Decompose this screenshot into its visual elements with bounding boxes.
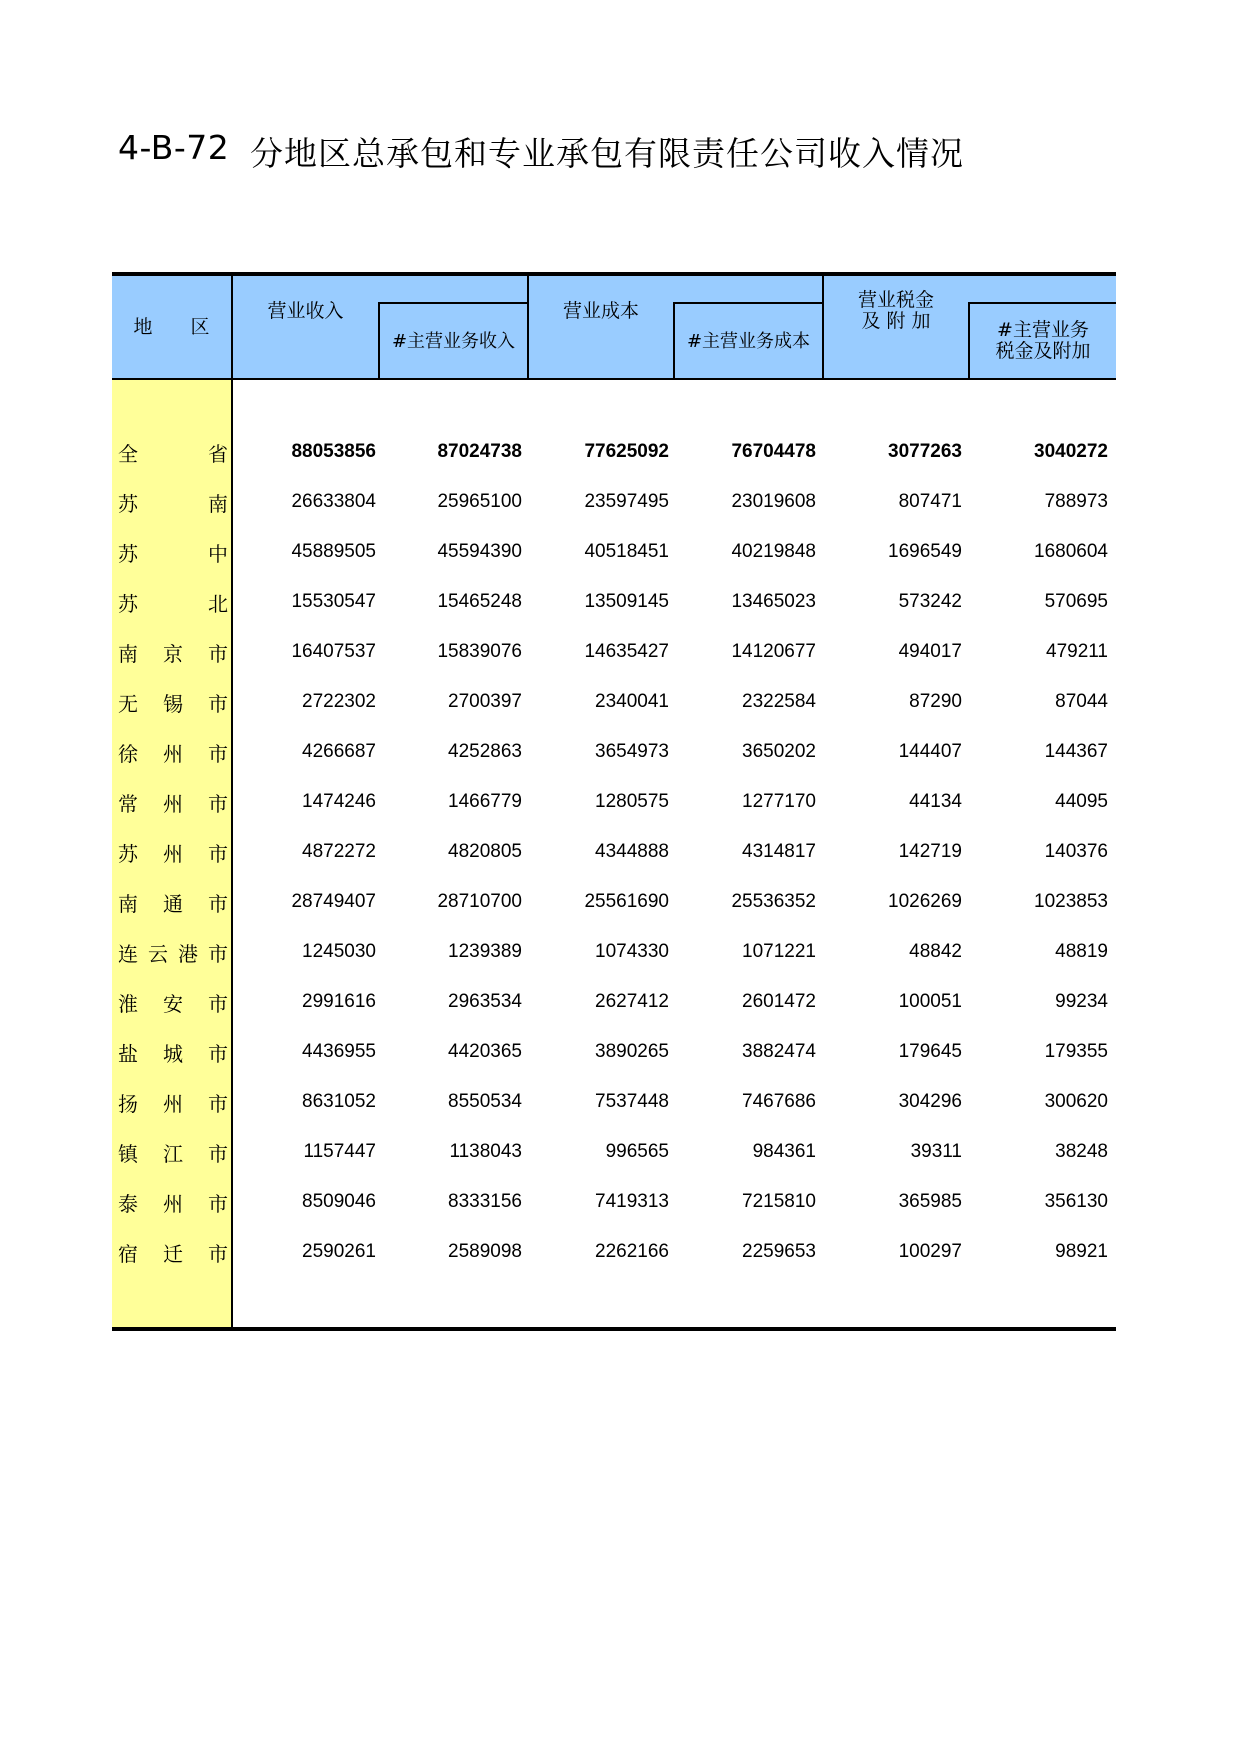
region-char: 市 xyxy=(208,1091,228,1116)
table-cell: 26633804 xyxy=(291,491,376,512)
table-cell: 300620 xyxy=(1044,1091,1108,1112)
row-region-label xyxy=(118,1187,228,1217)
row-region-label xyxy=(118,437,228,467)
table-cell: 996565 xyxy=(605,1141,669,1162)
table-cell: 40219848 xyxy=(731,541,816,562)
region-char: 市 xyxy=(208,941,228,966)
table-cell: 1023853 xyxy=(1034,891,1108,912)
table-cell: 179645 xyxy=(898,1041,962,1062)
table-cell: 99234 xyxy=(1055,991,1108,1012)
table-cell: 1157447 xyxy=(303,1141,376,1162)
region-char: 全 xyxy=(118,441,138,466)
table-cell: 2627412 xyxy=(595,991,669,1012)
table-cell: 8509046 xyxy=(302,1191,376,1212)
row-region-label xyxy=(118,1237,228,1267)
table-cell: 144407 xyxy=(898,741,962,762)
table-code: 4-B-72 xyxy=(118,128,230,167)
region-char: 锡 xyxy=(163,691,183,716)
region-char: 常 xyxy=(118,791,138,816)
table-cell: 2590261 xyxy=(302,1241,376,1262)
table-cell: 14635427 xyxy=(584,641,669,662)
table-cell: 4252863 xyxy=(448,741,522,762)
table-cell: 8333156 xyxy=(448,1191,522,1212)
table-cell: 2340041 xyxy=(595,691,669,712)
region-char: 连 xyxy=(118,941,138,966)
table-cell: 7419313 xyxy=(595,1191,669,1212)
row-region-label xyxy=(118,487,228,517)
region-char: 云 xyxy=(148,941,168,966)
region-char: 州 xyxy=(163,741,183,766)
table-cell: 1466779 xyxy=(448,791,522,812)
table-cell: 48842 xyxy=(909,941,962,962)
region-char: 市 xyxy=(208,1141,228,1166)
region-char: 州 xyxy=(163,841,183,866)
table-cell: 2322584 xyxy=(742,691,816,712)
table-cell: 13509145 xyxy=(584,591,669,612)
region-char: 江 xyxy=(163,1141,183,1166)
table-cell: 23019608 xyxy=(731,491,816,512)
table-cell: 87290 xyxy=(909,691,962,712)
table-cell: 1026269 xyxy=(888,891,962,912)
region-char: 徐 xyxy=(118,741,138,766)
table-cell: 1138043 xyxy=(449,1141,522,1162)
table-cell: 807471 xyxy=(898,491,962,512)
table-cell: 304296 xyxy=(898,1091,962,1112)
table-cell: 2259653 xyxy=(742,1241,816,1262)
region-char: 市 xyxy=(208,641,228,666)
region-char: 无 xyxy=(118,691,138,716)
header-tax: 营业税金 及 附 加 xyxy=(857,289,934,332)
table-cell: 3890265 xyxy=(595,1041,669,1062)
row-region-label xyxy=(118,637,228,667)
table-cell: 4266687 xyxy=(302,741,376,762)
table-cell: 8631052 xyxy=(302,1091,376,1112)
table-cell: 570695 xyxy=(1044,591,1108,612)
table-cell: 2601472 xyxy=(742,991,816,1012)
table-cell: 142719 xyxy=(898,841,962,862)
table-cell: 87044 xyxy=(1055,691,1108,712)
table-cell: 4820805 xyxy=(448,841,522,862)
table-cell: 1074330 xyxy=(595,941,669,962)
region-char: 城 xyxy=(163,1041,183,1066)
table-cell: 2700397 xyxy=(448,691,522,712)
table-cell: 44134 xyxy=(909,791,962,812)
table-cell: 2991616 xyxy=(302,991,376,1012)
table-cell: 3882474 xyxy=(742,1041,816,1062)
region-char: 苏 xyxy=(118,591,138,616)
table-cell: 28710700 xyxy=(437,891,522,912)
table-cell: 365985 xyxy=(898,1191,962,1212)
table-cell: 16407537 xyxy=(291,641,376,662)
region-char: 市 xyxy=(208,841,228,866)
row-region-label xyxy=(118,1087,228,1117)
table-cell: 3654973 xyxy=(595,741,669,762)
row-region-label xyxy=(118,687,228,717)
table-cell: 4872272 xyxy=(302,841,376,862)
region-char: 市 xyxy=(208,991,228,1016)
region-char: 市 xyxy=(208,891,228,916)
region-divider xyxy=(231,272,233,1329)
table-cell: 38248 xyxy=(1055,1141,1108,1162)
region-char: 迁 xyxy=(163,1241,183,1266)
table-cell: 3650202 xyxy=(742,741,816,762)
table-cell: 98921 xyxy=(1055,1241,1108,1262)
table-cell: 1071221 xyxy=(742,941,816,962)
table-cell: 100297 xyxy=(898,1241,962,1262)
header-bottom-rule xyxy=(112,378,1116,380)
table-cell: 479211 xyxy=(1046,641,1108,662)
region-char: 安 xyxy=(163,991,183,1016)
row-region-label xyxy=(118,737,228,767)
table-cell: 356130 xyxy=(1044,1191,1108,1212)
region-char: 港 xyxy=(178,941,198,966)
table-cell: 13465023 xyxy=(731,591,816,612)
table-cell: 573242 xyxy=(898,591,962,612)
region-char: 泰 xyxy=(118,1191,138,1216)
table-cell: 8550534 xyxy=(448,1091,522,1112)
table-cell: 7215810 xyxy=(742,1191,816,1212)
region-char: 京 xyxy=(163,641,183,666)
header-main-cost: #主营业务成本 xyxy=(686,330,811,352)
table-cell: 1280575 xyxy=(595,791,669,812)
table-cell: 15465248 xyxy=(437,591,522,612)
region-char: 扬 xyxy=(118,1091,138,1116)
header-revenue: 营业收入 xyxy=(267,299,344,322)
region-char: 市 xyxy=(208,1041,228,1066)
table-cell: 39311 xyxy=(910,1141,962,1162)
table-cell: 1680604 xyxy=(1034,541,1108,562)
region-char: 南 xyxy=(118,891,138,916)
header-main-revenue: #主营业务收入 xyxy=(391,330,516,352)
row-region-label xyxy=(118,787,228,817)
table-cell: 48819 xyxy=(1055,941,1108,962)
table-cell: 7537448 xyxy=(595,1091,669,1112)
region-char: 州 xyxy=(163,1091,183,1116)
table-cell: 4314817 xyxy=(742,841,816,862)
row-region-label xyxy=(118,537,228,567)
table-cell: 7467686 xyxy=(742,1091,816,1112)
table-cell: 76704478 xyxy=(731,441,816,462)
region-char: 州 xyxy=(163,1191,183,1216)
row-region-label xyxy=(118,837,228,867)
table-cell: 40518451 xyxy=(584,541,669,562)
table-cell: 144367 xyxy=(1044,741,1108,762)
table-cell: 2963534 xyxy=(448,991,522,1012)
region-char: 苏 xyxy=(118,541,138,566)
table-cell: 28749407 xyxy=(291,891,376,912)
region-char: 镇 xyxy=(118,1141,138,1166)
data-table xyxy=(112,272,1116,1332)
region-char: 市 xyxy=(208,1241,228,1266)
table-cell: 45889505 xyxy=(291,541,376,562)
table-cell: 45594390 xyxy=(437,541,522,562)
table-cell: 25965100 xyxy=(437,491,522,512)
table-cell: 1239389 xyxy=(448,941,522,962)
region-char: 苏 xyxy=(118,491,138,516)
header-main-tax: #主营业务 税金及附加 xyxy=(995,319,1091,362)
region-char: 苏 xyxy=(118,841,138,866)
region-char: 省 xyxy=(208,441,228,466)
bottom-rule xyxy=(112,1327,1116,1331)
table-cell: 14120677 xyxy=(731,641,816,662)
row-region-label xyxy=(118,937,228,967)
page-title: 分地区总承包和专业承包有限责任公司收入情况 xyxy=(250,134,964,173)
table-cell: 140376 xyxy=(1044,841,1108,862)
table-cell: 88053856 xyxy=(291,441,376,462)
region-char: 中 xyxy=(208,541,228,566)
table-cell: 2722302 xyxy=(302,691,376,712)
row-region-label xyxy=(118,887,228,917)
region-char: 市 xyxy=(208,691,228,716)
table-cell: 1696549 xyxy=(888,541,962,562)
row-region-label xyxy=(118,587,228,617)
table-cell: 984361 xyxy=(752,1141,816,1162)
region-char: 市 xyxy=(208,741,228,766)
table-cell: 25561690 xyxy=(584,891,669,912)
table-cell: 3040272 xyxy=(1034,441,1108,462)
table-cell: 179355 xyxy=(1044,1041,1108,1062)
region-char: 盐 xyxy=(118,1041,138,1066)
table-cell: 77625092 xyxy=(584,441,669,462)
region-char: 宿 xyxy=(118,1241,138,1266)
table-cell: 44095 xyxy=(1055,791,1108,812)
table-cell: 4344888 xyxy=(595,841,669,862)
header-region: 地 区 xyxy=(133,315,210,338)
table-cell: 2262166 xyxy=(595,1241,669,1262)
region-char: 市 xyxy=(208,791,228,816)
table-cell: 15530547 xyxy=(291,591,376,612)
table-cell: 25536352 xyxy=(731,891,816,912)
table-cell: 494017 xyxy=(898,641,962,662)
region-char: 市 xyxy=(208,1191,228,1216)
region-char: 州 xyxy=(163,791,183,816)
table-cell: 2589098 xyxy=(448,1241,522,1262)
header-cost: 营业成本 xyxy=(562,299,639,322)
table-cell: 15839076 xyxy=(437,641,522,662)
table-cell: 788973 xyxy=(1044,491,1108,512)
region-char: 通 xyxy=(163,891,183,916)
row-region-label xyxy=(118,1137,228,1167)
table-cell: 1277170 xyxy=(742,791,816,812)
table-cell: 1474246 xyxy=(302,791,376,812)
table-cell: 100051 xyxy=(898,991,962,1012)
region-char: 南 xyxy=(118,641,138,666)
table-cell: 23597495 xyxy=(584,491,669,512)
row-region-label xyxy=(118,1037,228,1067)
region-char: 北 xyxy=(208,591,228,616)
row-region-label xyxy=(118,987,228,1017)
table-cell: 3077263 xyxy=(888,441,962,462)
table-cell: 1245030 xyxy=(302,941,376,962)
region-char: 淮 xyxy=(118,991,138,1016)
table-cell: 87024738 xyxy=(437,441,522,462)
table-cell: 4420365 xyxy=(448,1041,522,1062)
region-char: 南 xyxy=(208,491,228,516)
table-cell: 4436955 xyxy=(302,1041,376,1062)
